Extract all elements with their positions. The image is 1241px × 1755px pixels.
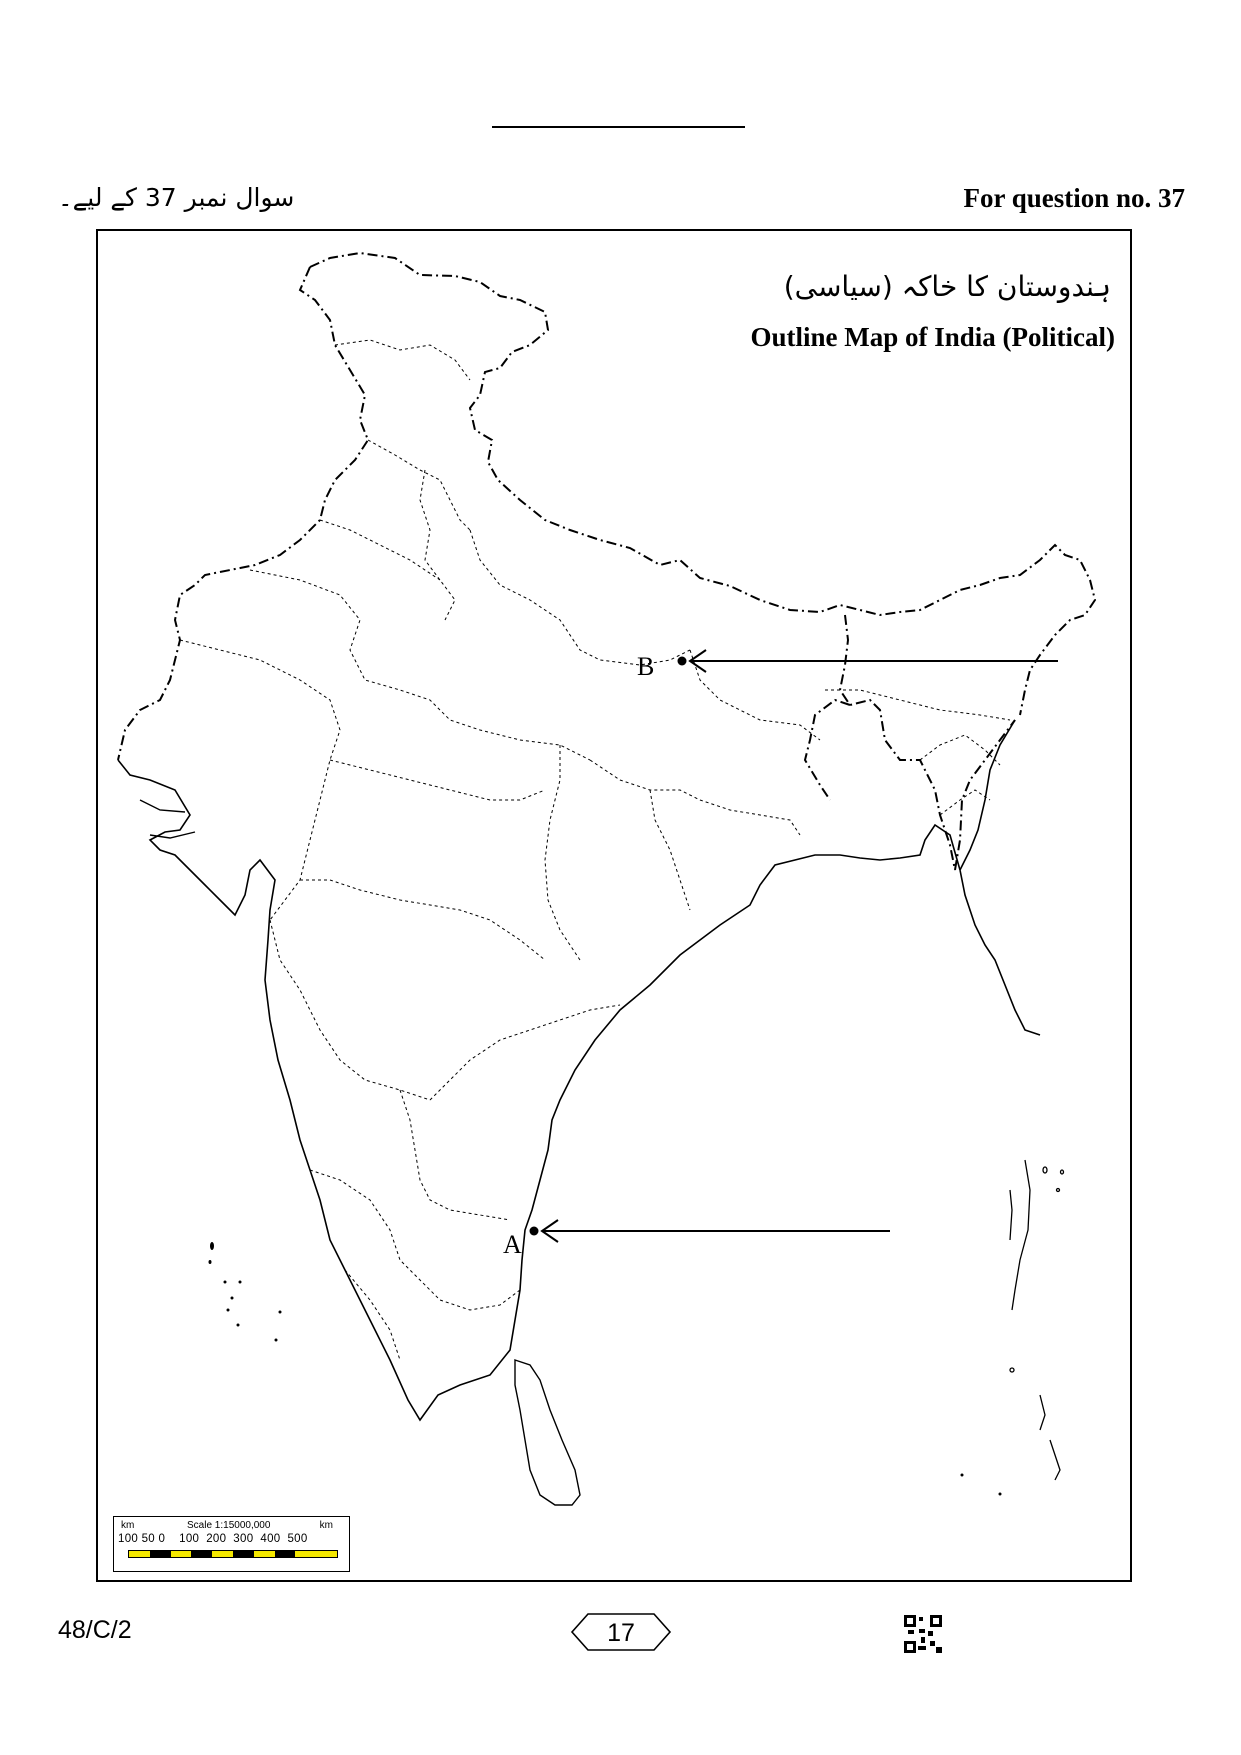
scale-segment (254, 1551, 275, 1557)
marker-b-dot (678, 657, 687, 666)
northeast-coast (960, 720, 1040, 1035)
scale-segment (191, 1551, 212, 1557)
island-dot (999, 1493, 1002, 1496)
question-reference-urdu: سوال نمبر 37 کے لیے۔ (58, 183, 295, 212)
scale-bar (128, 1550, 338, 1558)
map-title-urdu: ہندوستان کا خاکہ (سیاسی) (783, 270, 1111, 303)
page-number-text: 17 (607, 1619, 635, 1647)
scale-segment (171, 1551, 192, 1557)
scale-title: Scale 1:15000,000 (187, 1520, 271, 1531)
scale-segment (295, 1551, 316, 1557)
page-number (570, 1612, 672, 1652)
scale-segment (129, 1551, 150, 1557)
scale-segment (275, 1551, 296, 1557)
scale-bar-legend (113, 1516, 350, 1572)
scale-segment (233, 1551, 254, 1557)
marker-a-dot (530, 1227, 539, 1236)
western-border (118, 267, 368, 760)
island-dot (961, 1474, 964, 1477)
scale-unit-right: km (319, 1520, 333, 1531)
paper-code: 48/C/2 (58, 1616, 132, 1644)
qr-code (904, 1615, 942, 1653)
marker-b-label: B (637, 652, 655, 681)
scale-segment (316, 1551, 337, 1557)
lakshadweep-islands (209, 1242, 282, 1342)
sri-lanka-outline (515, 1360, 580, 1505)
question-reference: For question no. 37 (963, 183, 1185, 213)
state-boundaries (180, 340, 1010, 1360)
scale-unit-left: km (121, 1520, 135, 1531)
map-title: Outline Map of India (Political) (750, 322, 1115, 352)
marker-a-label: A (503, 1230, 522, 1259)
andaman-nicobar-islands (1010, 1160, 1064, 1480)
scale-segment (212, 1551, 233, 1557)
coastline (118, 760, 960, 1420)
scale-segment (150, 1551, 171, 1557)
northeast-border (805, 615, 1015, 870)
scale-ticks: 100 50 0 100 200 300 400 500 (118, 1533, 308, 1545)
